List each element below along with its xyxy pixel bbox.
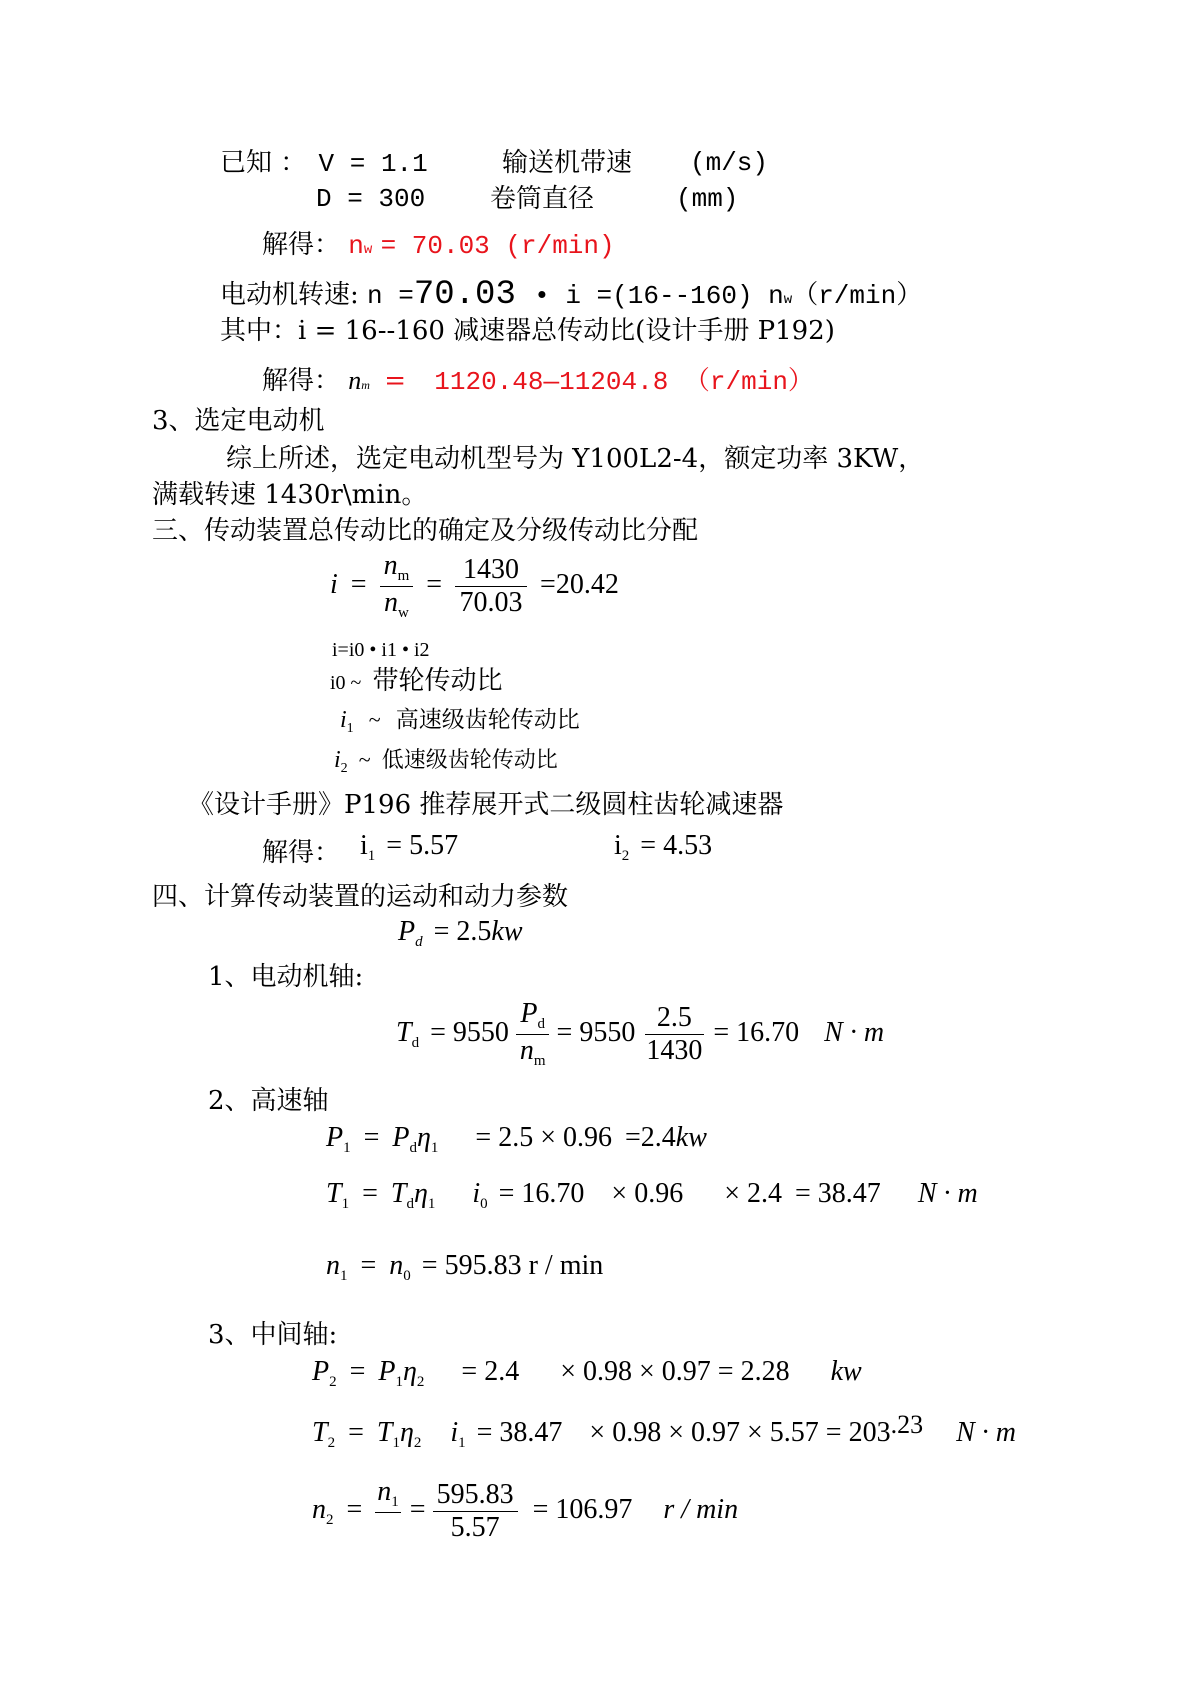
t1-formula: $T_1 = T_d\eta_1$ $i_0 = 16.70 \times 0.96 \times 2.4 = 38.47$ N · m bbox=[326, 1178, 978, 1212]
i1-line: $i_1$ ~ 高速级齿轮传动比 bbox=[340, 707, 580, 736]
solve-label: 解得： bbox=[262, 230, 341, 260]
nm-eq: = bbox=[384, 366, 407, 396]
fraction-1430-7003: $\frac{1430}{70.03}$ bbox=[455, 556, 527, 617]
n1-formula: $n_1 = n_0 = 595.83$ r / min bbox=[326, 1250, 604, 1284]
i2-result: $i_2 = 4.53$ bbox=[614, 830, 713, 864]
known-line-1 bbox=[220, 150, 428, 177]
known-d-desc: 卷筒直径 bbox=[490, 184, 595, 214]
p2-formula: $P_2 = P_1\eta_2 = 2.4 \times 0.98 \times 0.97 = 2.28$ kw bbox=[312, 1356, 862, 1390]
known-d-unit: (mm) bbox=[676, 184, 739, 214]
n2-formula: $n_2$ = $n_1$ = $\frac{595.83}{5.57}$ = 106.97 r / min bbox=[312, 1476, 739, 1543]
eq-sign: = bbox=[350, 568, 367, 600]
motor-speed-n: n = bbox=[367, 281, 414, 311]
nw-value: = 70.03 (r/min) bbox=[380, 231, 615, 261]
solve-i1-i2 bbox=[262, 840, 340, 866]
section3-text-1: 综上所述，选定电动机型号为 Y100L2-4，额定功率 3KW， bbox=[226, 444, 925, 474]
ratio-relation: i=i0 • i1 • i2 bbox=[332, 639, 430, 661]
ratio-note: 其中：i = 16--160 减速器总传动比(设计手册 P192) bbox=[220, 316, 835, 346]
p1-formula: $P_1 = P_d\eta_1 = 2.5 \times 0.96 =2.4kw$ bbox=[326, 1122, 707, 1156]
shaft2-heading: 2、高速轴 bbox=[208, 1086, 329, 1116]
motor-speed-big-value: 70.03 bbox=[413, 276, 516, 314]
i1-result: $i_1 = 5.57$ bbox=[360, 830, 459, 864]
manual-note: 《设计手册》P196 推荐展开式二级圆柱齿轮减速器 bbox=[188, 790, 784, 820]
known-label: 已知 ： bbox=[220, 148, 307, 178]
motor-speed-label: 电动机转速: bbox=[220, 280, 359, 310]
solve-nw-line bbox=[262, 232, 615, 259]
section3-heading: 3、选定电动机 bbox=[152, 406, 325, 436]
i2-line: $i_2$ ~ 低速级齿轮传动比 bbox=[334, 747, 558, 776]
total-ratio-result: =20.42 bbox=[540, 568, 619, 600]
known-v-desc: 输送机带速 bbox=[502, 148, 633, 178]
i0-line: i0 ~ 带轮传动比 bbox=[330, 666, 503, 696]
eq-sign-2: = bbox=[426, 568, 443, 600]
fraction-nm-nw: $\frac{n_m}{n_w}$ bbox=[380, 552, 414, 621]
motor-speed-rest: • i =(16--160) n bbox=[534, 281, 784, 311]
known-d-expr: D = 300 bbox=[316, 184, 426, 214]
nm-symbol: nm bbox=[348, 366, 370, 395]
i-symbol: i bbox=[330, 568, 338, 600]
section-san-heading: 三、传动装置总传动比的确定及分级传动比分配 bbox=[152, 516, 699, 546]
motor-speed-unit: （r/min） bbox=[792, 281, 923, 311]
shaft1-heading: 1、电动机轴: bbox=[208, 962, 364, 992]
motor-speed-line bbox=[220, 278, 922, 312]
solve-label-2: 解得： bbox=[262, 366, 341, 396]
section3-text-2: 满载转速 1430r\min。 bbox=[152, 480, 428, 510]
solve-label-3: 解得： bbox=[262, 838, 341, 868]
fraction-pd-nm: $\frac{P_d}{n_m}$ bbox=[516, 1000, 550, 1069]
motor-speed-sub: w bbox=[783, 292, 793, 308]
fraction-2-5-1430: $\frac{2.5}{1430}$ bbox=[646, 1002, 703, 1066]
pd-formula: $P_d = 2.5kw$ bbox=[398, 916, 523, 950]
td-formula: $T_d = 9550$ $\frac{P_d}{n_m}$ = 9550 $\frac{2.5}{1430}$ = 16.70 N · m bbox=[396, 998, 885, 1069]
t2-formula: $T_2 = T_1\eta_2$ $i_1 = 38.47 \times 0.98 \times 0.97 \times 5.57 = 203.23$ N · m bbox=[312, 1410, 1016, 1451]
solve-nm-line bbox=[262, 368, 814, 395]
known-v-expr: V = 1.1 bbox=[318, 149, 428, 179]
known-v-unit: (m/s) bbox=[690, 148, 769, 178]
total-ratio-formula bbox=[330, 552, 619, 621]
fraction-595-83-5-57: $\frac{595.83}{5.57}$ bbox=[433, 1481, 518, 1542]
nm-range-value: 1120.48—11204.8 （r/min） bbox=[434, 367, 814, 397]
fraction-n1: $n_1$ bbox=[375, 1478, 401, 1545]
section-si-heading: 四、计算传动装置的运动和动力参数 bbox=[152, 882, 569, 912]
nw-symbol: nw bbox=[348, 231, 373, 261]
shaft3-heading: 3、中间轴: bbox=[208, 1320, 338, 1350]
